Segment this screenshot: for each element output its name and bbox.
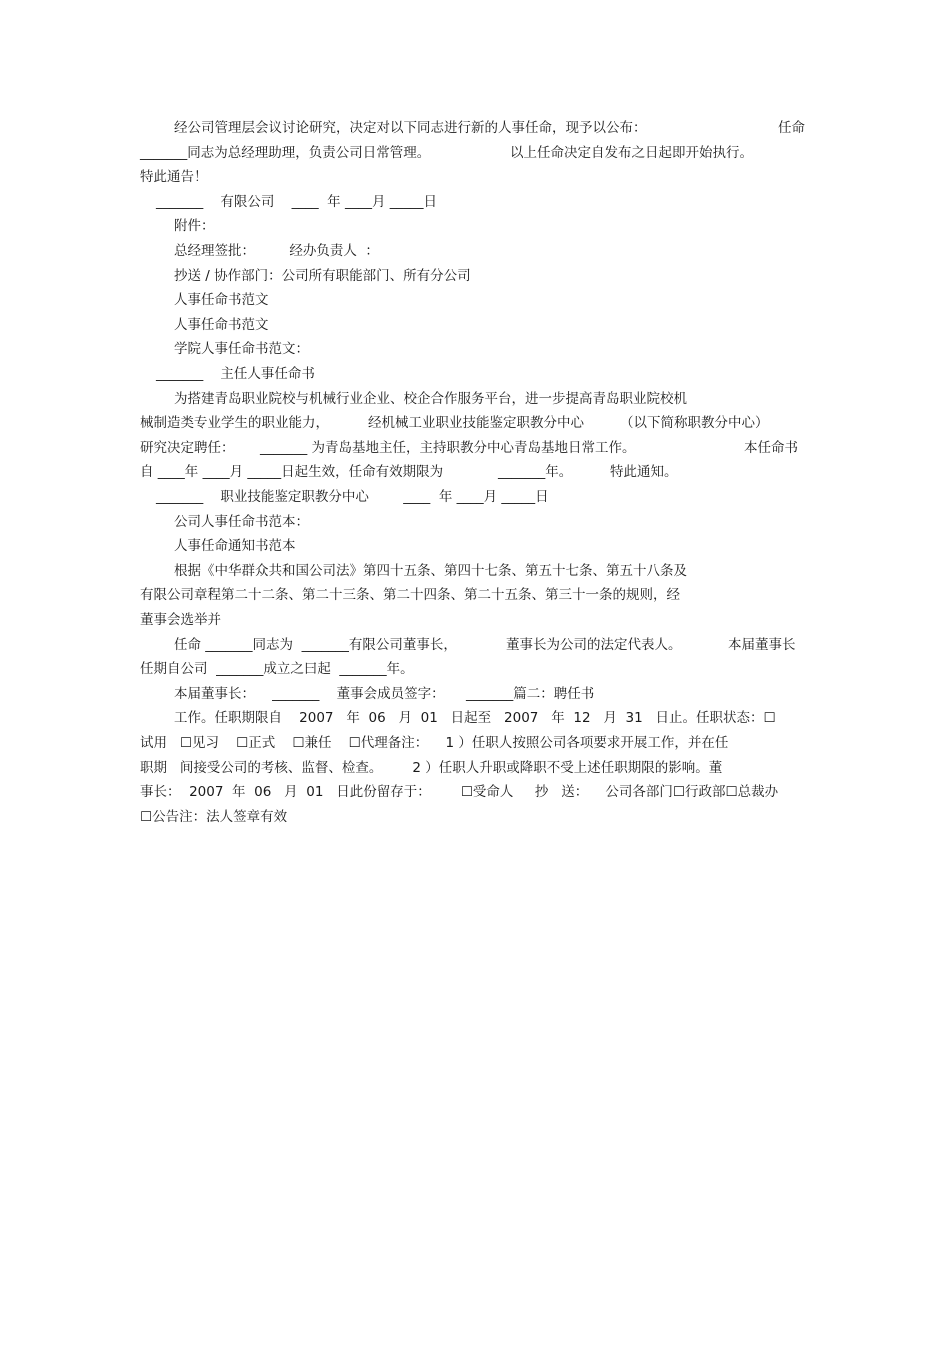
- text-segment: 研究决定聘任：: [140, 439, 235, 456]
- text-segment: 董事会选举并: [140, 612, 221, 628]
- text-line: [140, 389, 820, 411]
- text-segment: 试用 ☐见习 ☐正式 ☐兼任 ☐代理备注： 1 ）任职人按照公司各项要求开展工作，并在任: [140, 735, 729, 751]
- text-line: [140, 315, 820, 337]
- text-segment: 特此通知。: [610, 464, 678, 481]
- text-segment: 为搭建青岛职业院校与机械行业企业、校企合作服务平台，进一步提高青岛职业院校机: [174, 390, 687, 407]
- text-segment: 人事任命通知书范本: [174, 538, 296, 555]
- text-line: [140, 438, 820, 460]
- text-line: [140, 290, 820, 312]
- text-segment: 任命 _______同志为 _______有限公司董事长，: [174, 636, 457, 653]
- text-line: [140, 167, 820, 189]
- text-segment: 本届董事长: [728, 636, 796, 653]
- text-line: [140, 758, 820, 780]
- text-segment: 工作。任职期限自 2007 年 06 月 01 日起至 2007 年 12 月 31 日止。任职状态：☐: [174, 710, 776, 727]
- text-segment: 经公司管理层会议讨论研究，决定对以下同志进行新的人事任命，现予以公布：: [174, 120, 647, 136]
- text-line: [140, 684, 820, 706]
- text-segment: 自 ____年 ____月 _____日起生效，任命有效期限为: [140, 464, 444, 481]
- text-segment: 学院人事任命书范文：: [174, 341, 309, 358]
- text-line: [140, 561, 820, 583]
- text-segment: 以上任命决定自发布之日起即开始执行。: [510, 144, 753, 161]
- text-line: [140, 585, 820, 607]
- text-segment: 抄送 / 协作部门：公司所有职能部门、所有分公司: [174, 267, 471, 284]
- text-segment: 经机械工业职业技能鉴定职教分中心: [368, 415, 584, 432]
- text-line: [140, 512, 820, 534]
- text-line: [140, 192, 820, 214]
- text-segment: _______同志为总经理助理，负责公司日常管理。: [140, 144, 431, 161]
- text-line: [140, 733, 820, 755]
- text-line: [140, 241, 820, 263]
- text-segment: 特此通告！: [140, 169, 208, 186]
- text-line: [140, 708, 820, 730]
- text-segment: 任期自公司 _______成立之曰起 _______年。: [140, 661, 414, 678]
- text-segment: 根据《中华群众共和国公司法》第四十五条、第四十七条、第五十七条、第五十八条及: [174, 562, 687, 579]
- text-line: [140, 118, 820, 140]
- text-line: [140, 807, 820, 829]
- text-line: [140, 143, 820, 165]
- text-segment: 事长： 2007 年 06 月 01 日此份留存于： ☐受命人 抄 送： 公司各部门☐行政部☐总裁办: [140, 784, 779, 801]
- text-segment: 本届董事长： _______ 董事会成员签字： _______篇二：聘任书: [174, 685, 595, 702]
- text-segment: _______ 有限公司 ____ 年 ____月 _____日: [156, 193, 437, 210]
- text-line: [140, 413, 820, 435]
- text-segment: 本任命书: [744, 439, 798, 456]
- text-segment: 人事任命书范文: [174, 316, 269, 333]
- text-segment: ☐公告注：法人签章有效: [140, 808, 288, 825]
- text-line: [140, 659, 820, 681]
- text-segment: 附件：: [174, 218, 215, 235]
- text-line: [140, 266, 820, 288]
- text-line: [140, 339, 820, 361]
- text-segment: 械制造类专业学生的职业能力，: [140, 415, 329, 432]
- text-line: [140, 487, 820, 509]
- text-segment: _______ 职业技能鉴定职教分中心 ____ 年 ____月 _____日: [156, 489, 549, 505]
- text-segment: _______年。: [498, 464, 573, 481]
- text-segment: 总经理签批： 经办负责人 ：: [174, 243, 379, 259]
- text-segment: 公司人事任命书范本：: [174, 513, 309, 530]
- text-line: [140, 610, 820, 632]
- text-segment: 有限公司章程第二十二条、第二十三条、第二十四条、第二十五条、第三十一条的规则，经: [140, 587, 680, 604]
- text-segment: （以下简称职教分中心）: [620, 415, 769, 432]
- text-segment: _______ 为青岛基地主任，主持职教分中心青岛基地日常工作。: [260, 439, 636, 456]
- text-segment: 任命: [778, 120, 805, 136]
- text-segment: 董事长为公司的法定代表人。: [506, 636, 682, 653]
- text-segment: _______ 主任人事任命书: [156, 366, 315, 382]
- text-line: [140, 536, 820, 558]
- text-line: [140, 216, 820, 238]
- text-segment: 人事任命书范文: [174, 292, 269, 309]
- text-line: [140, 635, 820, 657]
- text-line: [140, 782, 820, 804]
- text-line: [140, 364, 820, 386]
- text-segment: 职期 间接受公司的考核、监督、检查。 2 ）任职人升职或降职不受上述任职期限的影响。董: [140, 759, 723, 776]
- text-line: [140, 462, 820, 484]
